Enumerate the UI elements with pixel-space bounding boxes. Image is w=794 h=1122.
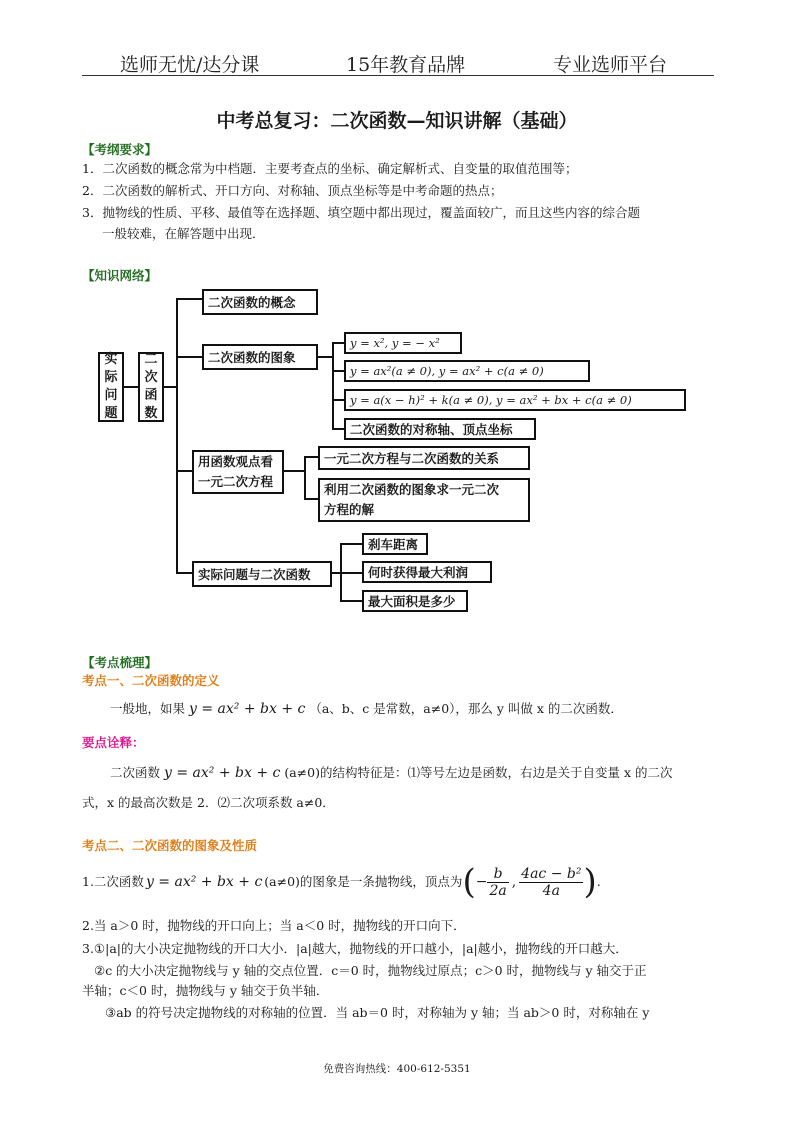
node-label: 何时获得最大利润 <box>368 565 469 580</box>
connector-line <box>304 456 318 458</box>
vertex-y-fraction <box>519 866 583 899</box>
node-graph-basic <box>344 332 462 354</box>
header-brand-right: 专业选师平台 <box>553 54 668 76</box>
kp2-point-3b: ②c 的大小决定抛物线与 y 轴的交点位置．c＝0 时，抛物线过原点；c＞0 时，抛物线与 y 轴交于正 <box>94 963 647 978</box>
root1-char: 际 <box>104 370 118 385</box>
connector-line <box>332 370 344 372</box>
node-graph-axis <box>344 418 536 440</box>
connector-line <box>176 572 192 574</box>
connector-line <box>340 543 362 545</box>
text-segment: (a≠0)的图象是一条抛物线，顶点为 <box>264 874 463 889</box>
node-braking-distance <box>362 533 428 555</box>
connector-line <box>340 572 362 574</box>
node-label: 二次函数的对称轴、顶点坐标 <box>350 422 513 437</box>
node-equation-view <box>192 450 284 494</box>
connector-line <box>340 600 362 602</box>
header-divider <box>82 75 714 76</box>
connector-line <box>332 342 344 344</box>
formula-label: y = ax²(a ≠ 0), y = ax² + c(a ≠ 0) <box>350 364 544 378</box>
branch-line <box>332 342 334 430</box>
note-line-2: 式，x 的最高次数是 2．⑵二次项系数 a≠0． <box>82 795 335 810</box>
node-label: 最大面积是多少 <box>368 594 456 609</box>
root2-char: 二 <box>144 352 158 367</box>
kp2-point-3a: 3.①|a|的大小决定抛物线的开口大小．|a|越大，抛物线的开口越小，|a|越小，抛物线的开口越大． <box>82 941 628 956</box>
network-heading: 【知识网络】 <box>82 268 158 283</box>
formula: y = ax² + bx + c <box>164 765 281 781</box>
fraction-numerator: b <box>487 866 508 883</box>
kp1-title: 考点一、二次函数的定义 <box>82 673 220 688</box>
root-quadratic-function <box>138 352 164 422</box>
note-title: 要点诠释： <box>82 735 145 750</box>
node-max-profit <box>362 561 492 583</box>
node-label: 二次函数的图象 <box>208 350 296 365</box>
root2-char: 函 <box>144 388 158 403</box>
text-segment: 一般地，如果 <box>110 701 186 716</box>
formula: y = ax² + bx + c <box>145 874 263 890</box>
node-label: 一元二次方程与二次函数的关系 <box>324 451 500 466</box>
node-label: 刹车距离 <box>368 537 419 552</box>
kp2-point-3c: ③ab 的符号决定抛物线的对称轴的位置．当 ab＝0 时，对称轴为 y 轴；当 ab＞0 时，对称轴在 y <box>105 1005 650 1020</box>
page-title: 中考总复习：二次函数—知识讲解（基础） <box>216 110 578 132</box>
node-label: 用函数观点看 <box>198 454 274 469</box>
kp1-definition <box>110 701 623 717</box>
root-practical-problem <box>98 352 124 422</box>
paren-close: ) <box>583 862 597 902</box>
root2-char: 次 <box>144 370 158 385</box>
node-max-area <box>362 590 468 612</box>
footer-hotline: 免费咨询热线：400-612-5351 <box>323 1063 471 1075</box>
root1-char: 题 <box>104 406 118 421</box>
vertex-x-fraction <box>487 866 508 899</box>
node-practical <box>192 561 332 587</box>
node-label: 一元二次方程 <box>198 474 274 489</box>
root2-char: 数 <box>144 406 158 421</box>
kp2-title: 考点二、二次函数的图象及性质 <box>82 838 258 853</box>
node-label: 实际问题与二次函数 <box>198 567 311 582</box>
minus-sign: − <box>475 874 488 890</box>
node-equation-relation <box>318 446 530 470</box>
kp2-point-2: 2.当 a＞0 时，抛物线的开口向上；当 a＜0 时，抛物线的开口向下． <box>82 918 466 933</box>
connector-line <box>176 356 202 358</box>
branch-line <box>304 456 306 500</box>
formula-label: y = a(x − h)² + k(a ≠ 0), y = ax² + bx + c(a ≠ 0) <box>350 393 632 407</box>
connector-line <box>176 298 202 300</box>
node-concept <box>202 289 318 315</box>
syllabus-item-3: 3．抛物线的性质、平移、最值等在选择题、填空题中都出现过，覆盖面较广，而且这些内容的综合题 <box>82 205 640 220</box>
header-brand-center: 15年教育品牌 <box>346 54 466 76</box>
fraction-denominator: 4a <box>542 882 560 899</box>
text-segment: （a、b、c 是常数，a≠0），那么 y 叫做 x 的二次函数． <box>309 701 623 716</box>
connector-line <box>304 498 318 500</box>
points-heading: 【考点梳理】 <box>82 655 158 670</box>
trunk-line <box>176 298 178 574</box>
node-graph-vertex-form <box>344 389 686 411</box>
fraction-numerator: 4ac − b² <box>521 865 582 882</box>
comma: , <box>511 874 517 890</box>
kp2-point-1 <box>82 862 601 902</box>
syllabus-item-1: 1．二次函数的概念常为中档题．主要考查点的坐标、确定解析式、自变量的取值范围等； <box>82 161 578 176</box>
note-line-1 <box>110 765 672 781</box>
node-label: 方程的解 <box>324 502 375 517</box>
root1-char: 实 <box>104 352 118 367</box>
node-label: 二次函数的概念 <box>208 295 296 310</box>
period: . <box>596 874 601 889</box>
syllabus-heading: 【考纲要求】 <box>82 142 158 157</box>
fraction-denominator: 2a <box>489 882 507 899</box>
paren-open: ( <box>462 862 476 902</box>
node-graph <box>202 344 318 370</box>
connector-line <box>284 470 306 472</box>
syllabus-item-3-cont: 一般较难，在解答题中出现． <box>102 226 265 241</box>
connector-line <box>332 428 344 430</box>
text-segment: 二次函数 <box>110 765 161 780</box>
formula: y = ax² + bx + c <box>189 701 306 717</box>
text-segment: (a≠0)的结构特征是：⑴等号左边是函数，右边是关于自变量 x 的二次 <box>284 765 673 780</box>
node-graph-ax2 <box>344 360 590 382</box>
node-label: 利用二次函数的图象求一元二次 <box>324 482 500 497</box>
connector-line <box>124 386 138 388</box>
text-segment: 1.二次函数 <box>82 874 144 889</box>
node-equation-solve <box>318 478 530 522</box>
syllabus-item-2: 2．二次函数的解析式、开口方向、对称轴、顶点坐标等是中考命题的热点； <box>82 183 503 198</box>
kp2-point-3b-cont: 半轴；c＜0 时，抛物线与 y 轴交于负半轴． <box>82 983 329 998</box>
connector-line <box>332 399 344 401</box>
root1-char: 问 <box>104 388 118 403</box>
header-brand-left: 选师无忧/达分课 <box>120 54 260 76</box>
formula-label: y = x², y = − x² <box>350 336 440 350</box>
